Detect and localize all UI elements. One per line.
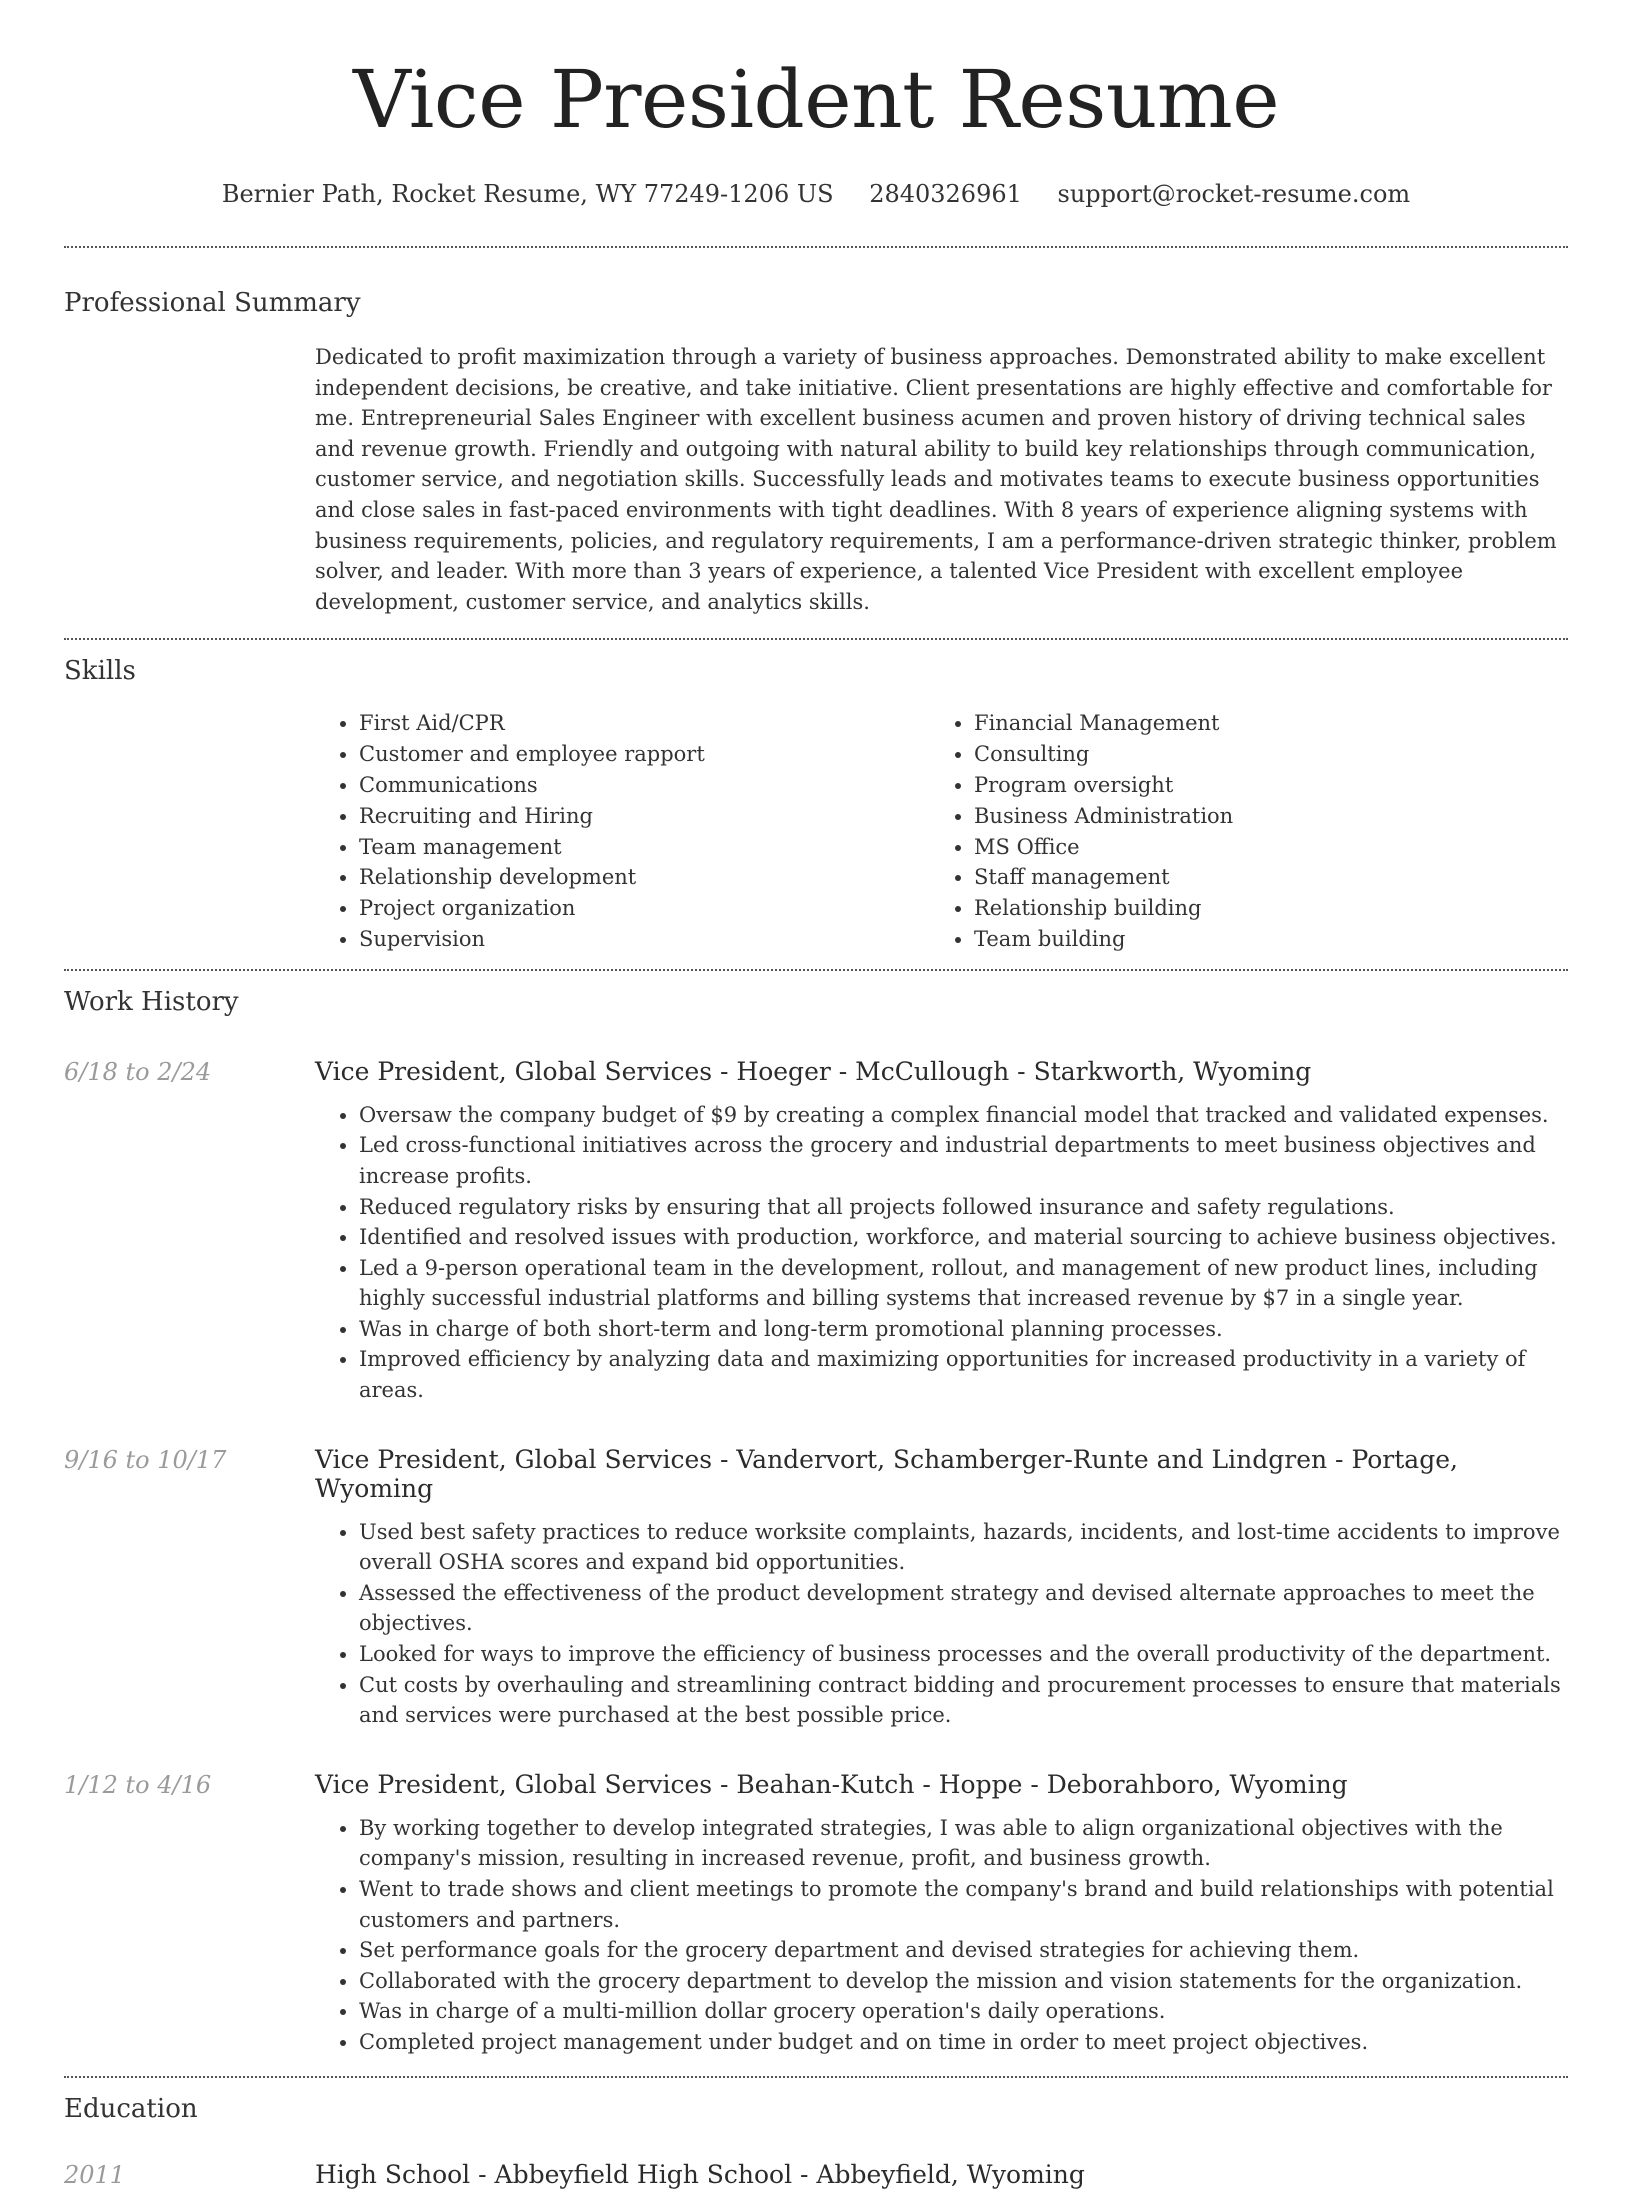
section-title-work-history: Work History xyxy=(64,986,239,1017)
skill-item: • Communications xyxy=(359,770,930,801)
job-bullet: • Improved efficiency by analyzing data and maximizing opportunities for increased productivity in a variety of areas. xyxy=(359,1344,1568,1405)
education-entry xyxy=(64,2160,1568,2189)
skill-item: • Team management xyxy=(359,832,930,863)
education-header xyxy=(64,2160,1568,2189)
skills-column-right xyxy=(930,708,1545,954)
job-bullet: • Collaborated with the grocery department to develop the mission and vision statements for the organization. xyxy=(359,1966,1568,1997)
skill-item: • First Aid/CPR xyxy=(359,708,930,739)
section-title-summary: Professional Summary xyxy=(64,288,361,318)
job-bullet: • Led a 9-person operational team in the development, rollout, and management of new product lines, including highly successful industrial platforms and billing systems that increased revenue by $7 in a single year. xyxy=(359,1253,1568,1314)
section-title-skills: Skills xyxy=(64,656,136,687)
job-bullets xyxy=(315,1517,1568,1731)
skill-item: • Relationship building xyxy=(974,893,1545,924)
section-divider xyxy=(64,2076,1568,2078)
job-date: 1/12 to 4/16 xyxy=(64,1770,212,1799)
skill-item: • Recruiting and Hiring xyxy=(359,801,930,832)
job-entry xyxy=(64,1057,1568,1406)
job-title: Vice President, Global Services - Vandervort, Schamberger-Runte and Lindgren - Portage, Wyoming xyxy=(315,1444,1458,1503)
job-bullet: • Looked for ways to improve the efficiency of business processes and the overall productivity of the department. xyxy=(359,1639,1568,1670)
job-bullet: • By working together to develop integrated strategies, I was able to align organizational objectives with the company's mission, resulting in increased revenue, profit, and business growth. xyxy=(359,1813,1568,1874)
resume-page xyxy=(64,0,1568,2189)
job-bullet: • Went to trade shows and client meetings to promote the company's brand and build relationships with potential customers and partners. xyxy=(359,1874,1568,1935)
job-header xyxy=(64,1770,1568,1799)
contact-line xyxy=(64,182,1568,206)
skill-item: • MS Office xyxy=(974,832,1545,863)
skill-item: • Supervision xyxy=(359,924,930,955)
skill-item: • Financial Management xyxy=(974,708,1545,739)
skill-item: • Program oversight xyxy=(974,770,1545,801)
section-divider xyxy=(64,969,1568,971)
job-bullets xyxy=(315,1100,1568,1406)
job-entry xyxy=(64,1445,1568,1731)
skill-item: • Consulting xyxy=(974,739,1545,770)
job-bullet: • Used best safety practices to reduce worksite complaints, hazards, incidents, and lost-time accidents to improve overall OSHA scores and expand bid opportunities. xyxy=(359,1517,1568,1578)
job-title: Vice President, Global Services - Beahan-Kutch - Hoppe - Deborahboro, Wyoming xyxy=(315,1769,1348,1799)
job-bullet: • Set performance goals for the grocery department and devised strategies for achieving them. xyxy=(359,1935,1568,1966)
job-title: Vice President, Global Services - Hoeger - McCullough - Starkworth, Wyoming xyxy=(315,1056,1312,1086)
skill-item: • Project organization xyxy=(359,893,930,924)
skill-item: • Team building xyxy=(974,924,1545,955)
job-bullet: • Led cross-functional initiatives across the grocery and industrial departments to meet business objectives and increase profits. xyxy=(359,1130,1568,1191)
job-bullet: • Completed project management under budget and on time in order to meet project objectives. xyxy=(359,2027,1568,2058)
skill-item: • Business Administration xyxy=(974,801,1545,832)
job-bullet: • Oversaw the company budget of $9 by creating a complex financial model that tracked and validated expenses. xyxy=(359,1100,1568,1131)
skills-list xyxy=(315,708,1568,954)
skill-item: • Customer and employee rapport xyxy=(359,739,930,770)
summary-text: Dedicated to profit maximization through a variety of business approaches. Demonstrated ability to make excellent independent decisions, be creative, and take initiative. Client presentations are highly effective and comfortable for me. Entrepreneurial Sales Engineer with excellent business acumen and proven history of driving technical sales and revenue growth. Friendly and outgoing with natural ability to build key relationships through communication, customer service, and negotiation skills. Successfully leads and motivates teams to execute business opportunities and close sales in fast-paced environments with tight deadlines. With 8 years of experience aligning systems with business requirements, policies, and regulatory requirements, I am a performance-driven strategic thinker, problem solver, and leader. With more than 3 years of experience, a talented Vice President with excellent employee development, customer service, and analytics skills. xyxy=(315,345,1557,614)
section-divider xyxy=(64,638,1568,640)
job-bullet: • Reduced regulatory risks by ensuring that all projects followed insurance and safety regulations. xyxy=(359,1192,1568,1223)
job-header xyxy=(64,1057,1568,1086)
contact-phone: 2840326961 xyxy=(869,180,1022,208)
skill-item: • Staff management xyxy=(974,862,1545,893)
job-date: 6/18 to 2/24 xyxy=(64,1057,212,1086)
section-divider xyxy=(64,246,1568,248)
job-bullet: • Identified and resolved issues with production, workforce, and material sourcing to achieve business objectives. xyxy=(359,1222,1568,1253)
section-title-education: Education xyxy=(64,2093,198,2124)
resume-title: Vice President Resume xyxy=(352,53,1280,146)
job-bullet: • Was in charge of a multi-million dollar grocery operation's daily operations. xyxy=(359,1996,1568,2027)
job-bullets xyxy=(315,1813,1568,2058)
job-entry xyxy=(64,1770,1568,2058)
skill-item: • Relationship development xyxy=(359,862,930,893)
job-bullet: • Was in charge of both short-term and long-term promotional planning processes. xyxy=(359,1314,1568,1345)
job-header xyxy=(64,1445,1568,1503)
job-bullet: • Assessed the effectiveness of the product development strategy and devised alternate approaches to meet the objectives. xyxy=(359,1578,1568,1639)
education-title: High School - Abbeyfield High School - Abbeyfield, Wyoming xyxy=(315,2159,1085,2189)
contact-email: support@rocket-resume.com xyxy=(1057,180,1411,208)
education-date: 2011 xyxy=(64,2160,126,2189)
skills-column-left xyxy=(315,708,930,954)
contact-address: Bernier Path, Rocket Resume, WY 77249-1206 US xyxy=(221,180,834,208)
job-bullet: • Cut costs by overhauling and streamlining contract bidding and procurement processes to ensure that materials and services were purchased at the best possible price. xyxy=(359,1670,1568,1731)
job-date: 9/16 to 10/17 xyxy=(64,1445,227,1474)
